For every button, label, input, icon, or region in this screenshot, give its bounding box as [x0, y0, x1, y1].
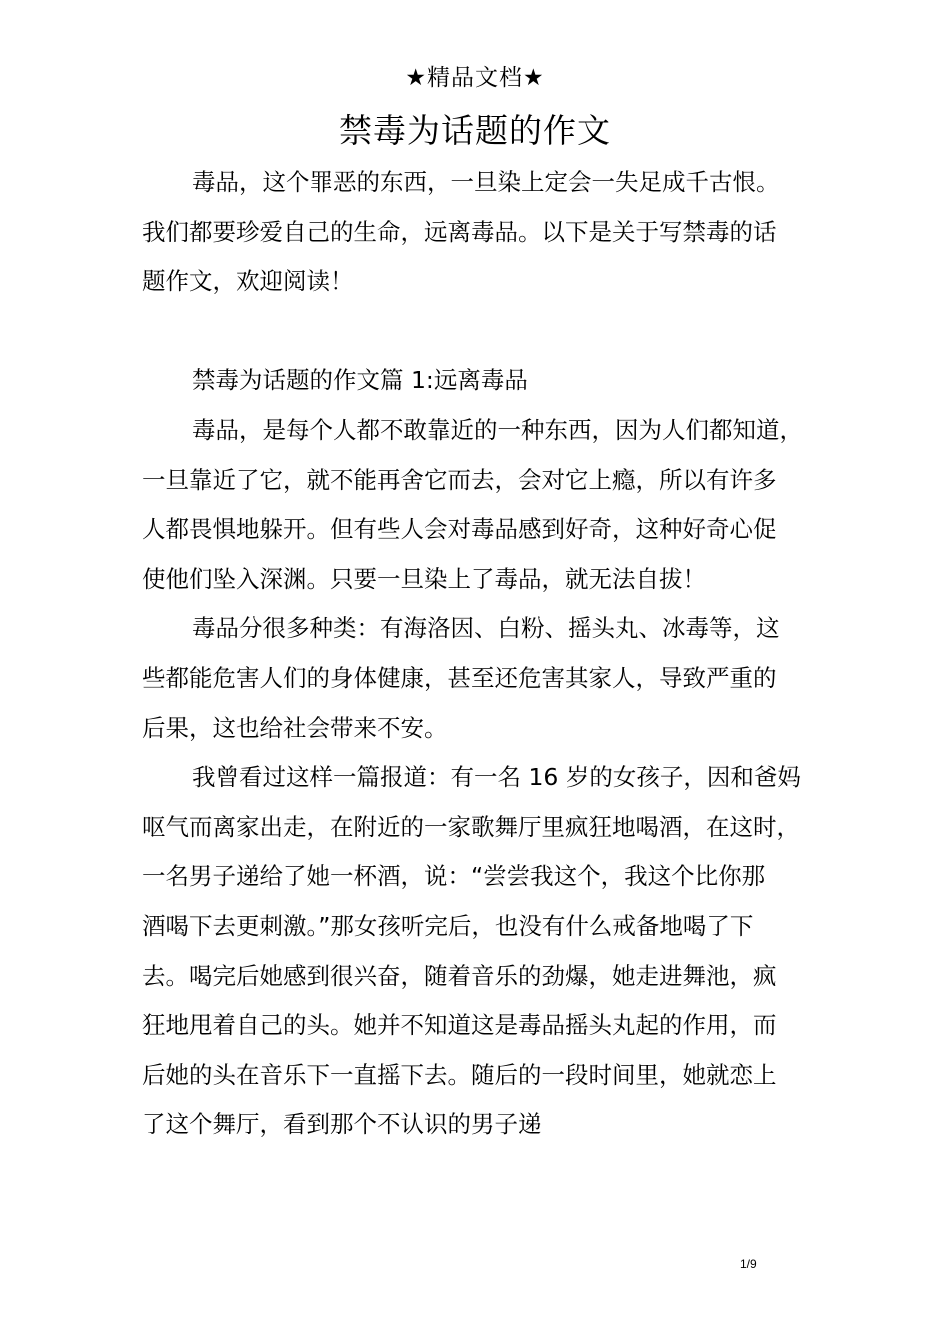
paragraph-line: 一名男子递给了她一杯酒，说：“尝尝我这个，我这个比你那 — [142, 862, 766, 891]
document-title: 禁毒为话题的作文 — [339, 111, 611, 150]
paragraph-line: 去。喝完后她感到很兴奋，随着音乐的劲爆，她走进舞池，疯 — [142, 961, 777, 990]
paragraph-line: 人都畏惧地躲开。但有些人会对毒品感到好奇，这种好奇心促 — [142, 515, 777, 544]
paragraph-line: 后果，这也给社会带来不安。 — [142, 713, 448, 742]
paragraph-line: 题作文，欢迎阅读！ — [142, 267, 354, 296]
paragraph-line: 一旦靠近了它，就不能再舍它而去，会对它上瘾，所以有许多 — [142, 465, 777, 494]
paragraph-line: 了这个舞厅，看到那个不认识的男子递 — [142, 1110, 542, 1139]
document-body — [142, 158, 817, 1150]
paragraph-line: 我曾看过这样一篇报道：有一名 16 岁的女孩子，因和爸妈 — [192, 763, 801, 792]
paragraph-line: 使他们坠入深渊。只要一旦染上了毒品，就无法自拔！ — [142, 564, 706, 593]
paragraph-line: 毒品，这个罪恶的东西，一旦染上定会一失足成千古恨。 — [192, 168, 780, 196]
paragraph-line: 我们都要珍爱自己的生命，远离毒品。以下是关于写禁毒的话 — [142, 217, 777, 246]
section-heading: 禁毒为话题的作文篇 1:远离毒品 — [192, 366, 528, 395]
paragraph-line: 狂地甩着自己的头。她并不知道这是毒品摇头丸起的作用，而 — [142, 1011, 777, 1040]
paragraph-line: 毒品分很多种类：有海洛因、白粉、摇头丸、冰毒等，这 — [192, 614, 780, 643]
paragraph-line: 些都能危害人们的身体健康，甚至还危害其家人，导致严重的 — [142, 663, 777, 692]
paragraph-line: 后她的头在音乐下一直摇下去。随后的一段时间里，她就恋上 — [142, 1060, 777, 1089]
header-mark: ★精品文档★ — [405, 65, 545, 91]
paragraph-line: 呕气而离家出走，在附近的一家歌舞厅里疯狂地喝酒，在这时， — [142, 812, 800, 841]
blank-line — [142, 307, 817, 357]
paragraph-line: 酒喝下去更刺激。”那女孩听完后，也没有什么戒备地喝了下 — [142, 911, 754, 940]
page-number: 1/9 — [740, 1257, 757, 1271]
paragraph-line: 毒品，是每个人都不敢靠近的一种东西，因为人们都知道， — [192, 415, 803, 444]
